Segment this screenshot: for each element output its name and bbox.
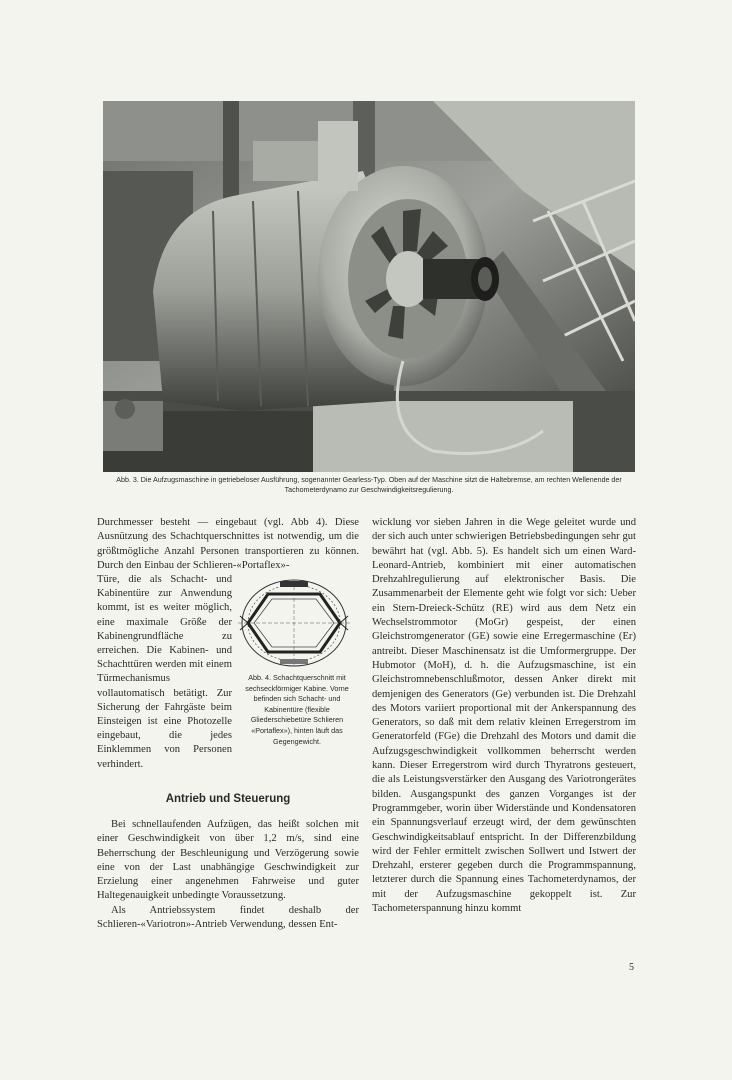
right-column-text: wicklung vor sieben Jahren in die Wege geleitet wurde und der sich auch unter schwierigen Betriebsbedingungen sehr gut bewährt hat (vgl. Abb. 5). Es handelt sich um einen Ward-Leonard-Antrieb, kombiniert mit einer automatischen Drehzahlregulierung auf elektronischer Basis. Die Zusammenarbeit der Elemente geht wie folgt vor sich: Ueber ein Stern-Dreieck-Schütz (RE) wird aus dem Netz ein Wechselstrommotor (MoGr) gespeist, der einen Gleichstromgenerator (GE) sowie eine Erregermaschine (Er) antreibt. Dieser Maschinensatz ist die Umformergruppe. Der Hubmotor (MoH), d. h. die Aufzugsmaschine, ist ein Gleichstromnebenschlußmotor, dessen Anker direkt mit demjenigen des Generators (Ge) verbunden ist. Die Drehzahl des Motors variiert proportional mit der Ankerspannung des Generators, so daß mit dem relativ kleinen Erregerstrom im Generatorfeld (FGe) die Drehzahl des Motors und damit die Aufzugsgeschwindigkeit vollkommen beherrscht werden kann. Dieser Erregerstrom wird durch Thyratrons gesteuert, die als Leistungsverstärker den Ausgang des Variotrongerätes bilden. Ausgangspunkt des ganzen Vorganges ist der Programmgeber, worin über Widerstände und Kondensatoren ein Spannungsverlauf erzeugt wird, der dem gewünschten Geschwindigkeitsablauf entspricht. In der Differenzbildung wird der Fehler ermittelt zwischen Sollwert und Istwert der Drehzahl, ersterer gegeben durch die Programmspannung, letzterer durch die Spannung eines Tachometerdynamos, der mit der Aufzugsmaschine gekoppelt ist. Zur Tachometerspannung hinzu kommt bbox=[372, 517, 636, 915]
paragraph-drive-system: Als Antriebssystem findet deshalb der Schlieren-«Variotron»-Antrieb Verwendung, dessen Ent- bbox=[97, 904, 359, 931]
left-column-intro bbox=[97, 516, 359, 573]
paragraph-speed: Bei schnellaufenden Aufzügen, das heißt solchen mit einer Geschwindigkeit von über 1,2 m/s, sind eine Beherrschung der Beschleunigung und Verzögerung sowie eine von der Last unabhängige Geschwindigkeit zur Erzielung einer angenehmen Fahrweise und guter Haltegenauigkeit unbedingte Voraussetzung. bbox=[97, 819, 359, 902]
right-column bbox=[372, 516, 636, 916]
page-number: 5 bbox=[629, 962, 634, 973]
left-column-wrap-text: Türe, die als Schacht- und Kabinentüre zur Anwendung kommt, ist es weiter möglich, eine maximale Größe der Kabinengrundfläche zu erreichen. Die Kabinen- und Schachttüren werden mit einem Türmechanismus vollautomatisch betätigt. Zur Sicherung der Fahrgäste beim Einsteigen ist eine Photozelle eingebaut, die jedes Einklemmen von Personen verhindert. bbox=[97, 574, 232, 770]
figure-3-caption: Abb. 3. Die Aufzugsmaschine in getriebeloser Ausführung, sogenannter Gearless-Typ. Oben auf der Maschine sitzt die Haltebremse, am rechten Wellenende der Tachometerdynamo zur Geschwindigkeitsregulierung. bbox=[116, 476, 622, 495]
section-heading: Antrieb und Steuerung bbox=[165, 793, 291, 805]
left-column-intro-text: Durchmesser besteht — eingebaut (vgl. Abb 4). Diese Ausnützung des Schachtquerschnittes ist notwendig, um die größtmögliche Anzahl Personen transportieren zu können. Durch den Einbau der Schlieren-«Portaflex»- bbox=[97, 517, 359, 571]
figure-4-diagram bbox=[236, 578, 356, 668]
figure-3-photo bbox=[103, 101, 635, 472]
left-column-section bbox=[97, 818, 359, 932]
figure-4-caption: Abb. 4. Schachtquerschnitt mit sechseckförmiger Kabine. Vorne befinden sich Schacht- und Kabinentüre (flexible Gliederschiebetüre Schlieren «Portaflex»), hinten läuft das Gegengewicht. bbox=[245, 673, 349, 746]
